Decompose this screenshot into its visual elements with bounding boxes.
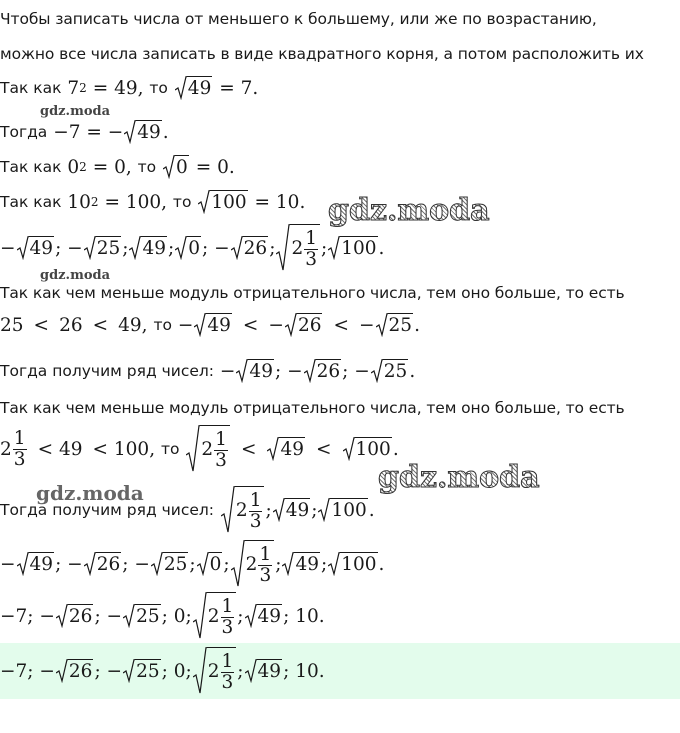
math-line-series-2: Тогда получим ряд чисел: 2 $\frac{1}{3}$ ; 49 ; 100 . [0,486,375,534]
watermark-small: gdz.moda [36,481,144,505]
watermark-big: gdz.moda [328,193,490,228]
math-line-result: −7; − 26 ; − 25 ; 0; 2 $\frac{1}{3}$ ; 49 ; 10. [0,592,325,640]
math-line-minus7: Тогда −7 = − 49 . [0,121,169,144]
math-line-list-roots: − 49 ; − 25 ; 49 ; 0 ; − 26 ; 2 $\frac{1}{3}$ ; 100 . [0,224,384,272]
math-line-compare-1: 25 < 26 < 49, то − 49 < − 26 < − 25 . [0,314,420,337]
explanation-line-2: Так как чем меньше модуль отрицательного числа, тем оно больше, то есть [0,399,625,417]
watermark-small: gdz.moda [40,104,111,119]
math-line-compare-2: 2 $\frac{1}{3}$ < 49 < 100, то 2 $\frac{1}{3}$ < 49 < 100 . [0,425,399,473]
explanation-line-1: Так как чем меньше модуль отрицательного числа, тем оно больше, то есть [0,284,625,302]
math-line-0-squared: Так как 0 2 = 0, то 0 = 0. [0,156,235,179]
watermark-small: gdz.moda [40,268,111,283]
intro-line-2: можно все числа записать в виде квадратного корня, а потом расположить их [0,45,644,63]
math-line-sorted-roots: − 49 ; − 26 ; − 25 ; 0 ; 2 $\frac{1}{3}$ ; 49 ; 100 . [0,540,384,588]
intro-line-1: Чтобы записать числа от меньшего к большему, или же по возрастанию, [0,10,597,28]
math-line-10-squared: Так как 10 2 = 100, то 100 = 10. [0,191,306,214]
math-line-series-1: Тогда получим ряд чисел: − 49 ; − 26 ; − 25 . [0,360,416,383]
answer-line: −7; − 26 ; − 25 ; 0; 2 $\frac{1}{3}$ ; 49 ; 10. [0,647,325,695]
math-line-7-squared: Так как 7 2 = 49, то 49 = 7. [0,77,259,100]
watermark-big: gdz.moda [378,460,540,495]
